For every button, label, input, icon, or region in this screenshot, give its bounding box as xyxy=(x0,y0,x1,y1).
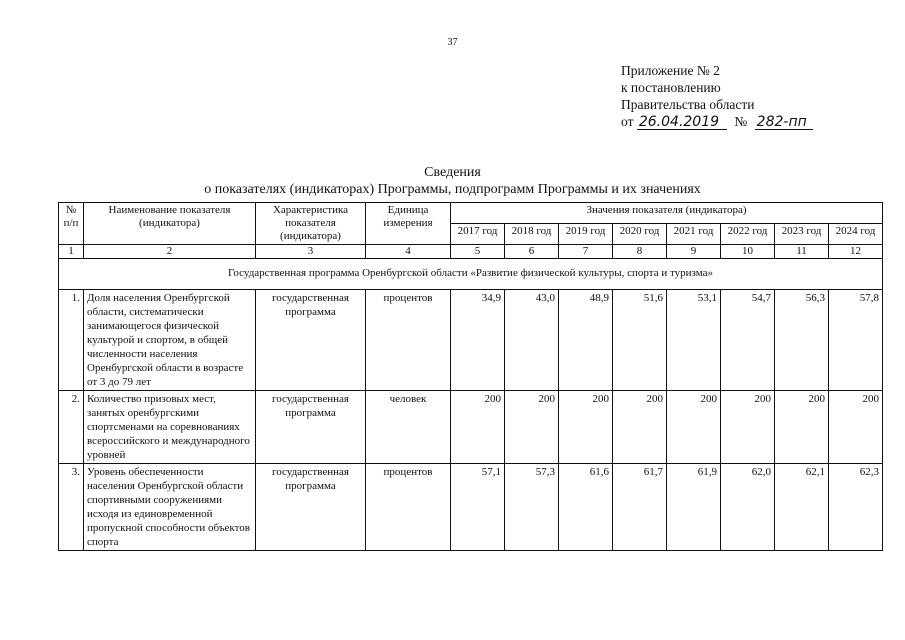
column-number: 1 xyxy=(59,245,84,259)
column-number: 9 xyxy=(667,245,721,259)
row-num: 2. xyxy=(59,391,84,464)
header-year: 2021 год xyxy=(667,224,721,245)
row-value: 200 xyxy=(451,391,505,464)
section-row xyxy=(59,259,883,290)
row-value: 56,3 xyxy=(775,290,829,391)
column-number: 7 xyxy=(559,245,613,259)
row-name: Доля населения Оренбургской области, систематически занимающегося физической культурой и спортом, в общей численности населения Оренбургской области в возрасте от 3 до 79 лет xyxy=(84,290,256,391)
column-number: 10 xyxy=(721,245,775,259)
header-year: 2020 год xyxy=(613,224,667,245)
handwritten-date: 26.04.2019 xyxy=(637,115,727,130)
row-value: 57,1 xyxy=(451,464,505,551)
title-line-1: Сведения xyxy=(424,165,481,180)
header-year: 2022 год xyxy=(721,224,775,245)
row-unit: человек xyxy=(366,391,451,464)
document-title xyxy=(0,164,905,198)
header-unit: Единица измерения xyxy=(366,203,451,245)
header-row-1 xyxy=(59,203,883,224)
row-value: 53,1 xyxy=(667,290,721,391)
row-value: 57,8 xyxy=(829,290,883,391)
row-num: 1. xyxy=(59,290,84,391)
column-number: 11 xyxy=(775,245,829,259)
row-value: 54,7 xyxy=(721,290,775,391)
appendix-line-2: к постановлению xyxy=(621,80,721,95)
row-unit: процентов xyxy=(366,290,451,391)
column-number: 8 xyxy=(613,245,667,259)
header-num: № п/п xyxy=(59,203,84,245)
column-number-row xyxy=(59,245,883,259)
row-value: 62,3 xyxy=(829,464,883,551)
section-title: Государственная программа Оренбургской области «Развитие физической культуры, спорта и туризма» xyxy=(59,259,883,290)
appendix-from-label: от xyxy=(621,114,634,129)
table-row xyxy=(59,290,883,391)
row-value: 34,9 xyxy=(451,290,505,391)
row-value: 48,9 xyxy=(559,290,613,391)
row-value: 200 xyxy=(775,391,829,464)
appendix-line-1: Приложение № 2 xyxy=(621,63,720,78)
row-value: 51,6 xyxy=(613,290,667,391)
row-value: 62,1 xyxy=(775,464,829,551)
header-year: 2023 год xyxy=(775,224,829,245)
column-number: 3 xyxy=(256,245,366,259)
column-number: 2 xyxy=(84,245,256,259)
header-values-group: Значения показателя (индикатора) xyxy=(451,203,883,224)
header-name: Наименование показателя (индикатора) xyxy=(84,203,256,245)
row-characteristic: государственная программа xyxy=(256,464,366,551)
column-number: 12 xyxy=(829,245,883,259)
row-value: 57,3 xyxy=(505,464,559,551)
page-number: 37 xyxy=(447,37,458,48)
header-year: 2019 год xyxy=(559,224,613,245)
table-row xyxy=(59,391,883,464)
table-row xyxy=(59,464,883,551)
column-number: 6 xyxy=(505,245,559,259)
column-number: 4 xyxy=(366,245,451,259)
title-line-2: о показателях (индикаторах) Программы, подпрограмм Программы и их значениях xyxy=(204,182,701,197)
header-year: 2024 год xyxy=(829,224,883,245)
row-value: 200 xyxy=(721,391,775,464)
row-value: 200 xyxy=(505,391,559,464)
row-value: 62,0 xyxy=(721,464,775,551)
row-value: 200 xyxy=(667,391,721,464)
row-value: 61,6 xyxy=(559,464,613,551)
appendix-line-3: Правительства области xyxy=(621,97,755,112)
row-name: Количество призовых мест, занятых оренбургскими спортсменами на соревнованиях всероссийского и международного уровней xyxy=(84,391,256,464)
row-value: 43,0 xyxy=(505,290,559,391)
row-value: 61,7 xyxy=(613,464,667,551)
row-value: 61,9 xyxy=(667,464,721,551)
header-characteristic: Характеристика показателя (индикатора) xyxy=(256,203,366,245)
appendix-signature-line xyxy=(621,113,813,130)
appendix-number-label: № xyxy=(734,114,748,129)
appendix-block xyxy=(621,62,813,130)
row-value: 200 xyxy=(829,391,883,464)
indicators-table xyxy=(58,202,883,551)
header-year: 2018 год xyxy=(505,224,559,245)
row-value: 200 xyxy=(613,391,667,464)
column-number: 5 xyxy=(451,245,505,259)
row-unit: процентов xyxy=(366,464,451,551)
row-value: 200 xyxy=(559,391,613,464)
row-characteristic: государственная программа xyxy=(256,391,366,464)
row-num: 3. xyxy=(59,464,84,551)
header-year: 2017 год xyxy=(451,224,505,245)
handwritten-number: 282-пп xyxy=(755,115,813,130)
row-name: Уровень обеспеченности населения Оренбургской области спортивными сооружениями исходя из единовременной пропускной способности объектов спорта xyxy=(84,464,256,551)
row-characteristic: государственная программа xyxy=(256,290,366,391)
